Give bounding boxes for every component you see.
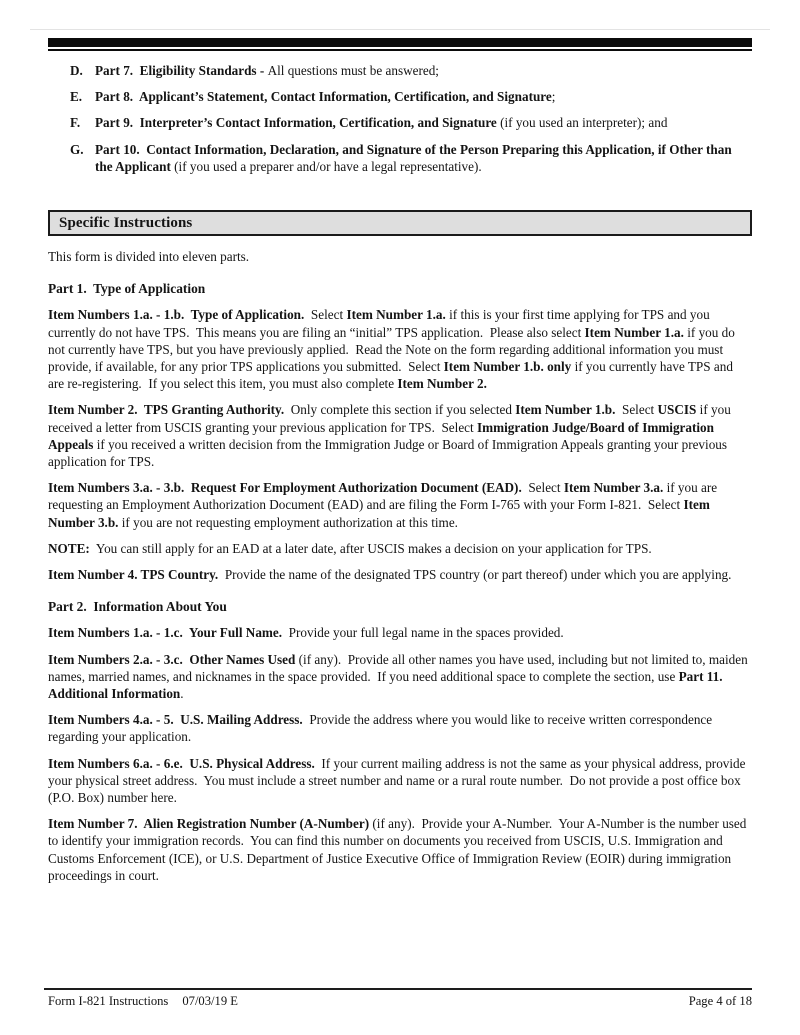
bold-text-run: USCIS — [657, 402, 697, 418]
text-run: All questions must be answered; — [267, 63, 439, 78]
text-run: if this is your first time applying for TPS and you currently do not have TPS. This means you are filing an “initial” TPS application. Please also select — [48, 307, 713, 340]
bold-text-run: Part 11. Additional Information — [48, 668, 726, 702]
text-run: Provide your full legal name in the spaces provided. — [282, 625, 564, 641]
bold-text-run: Item Number 3.a. — [563, 480, 664, 496]
text-run: if you are requesting an Employment Authorization Document (EAD) and are filing the Form I-765 with your Form I-821. Select — [48, 480, 721, 513]
outline-item-text — [95, 142, 735, 174]
instruction-paragraph — [48, 306, 752, 392]
footer-page-indicator: Page 4 of 18 — [688, 994, 752, 1008]
text-run: ; — [551, 89, 556, 105]
bold-text-run: Item Number 1.a. — [584, 324, 684, 340]
outline-item-letter: F. — [70, 115, 81, 131]
outline-item-g — [48, 141, 740, 175]
bold-text-run: Item Number 1.b. only — [443, 359, 572, 375]
bold-text-run: Part 7. Eligibility Standards - — [95, 63, 268, 78]
text-run: Provide the name of the designated TPS country (or part thereof) under which you are applying. — [218, 567, 732, 583]
part-heading: Part 2. Information About You — [48, 599, 227, 615]
separator-thin-line — [48, 49, 752, 51]
outline-item-letter: G. — [70, 141, 84, 157]
instruction-paragraph — [48, 401, 752, 470]
text-run: Select — [615, 402, 658, 418]
section-header-box — [48, 210, 752, 236]
bold-text-run: Item Numbers 2.a. - 3.c. Other Names Used — [48, 651, 296, 667]
bold-text-run: Part 10. Contact Information, Declaration, and Signature of the Person Preparing this Application, if Other than the Applicant — [95, 141, 735, 174]
text-run: (if any). Provide all other names you have used, including but not limited to, maiden names, married names, and nicknames in the space provided. If you need additional space to complete the section, use — [48, 651, 751, 684]
bold-text-run: Item Numbers 3.a. - 3.b. Request For Employment Authorization Document (EAD). — [48, 480, 522, 496]
instruction-paragraph — [48, 755, 752, 807]
footer-rule — [44, 988, 752, 990]
text-run: if you received a written decision from the Immigration Judge or Board of Immigration Appeals granting your previous application for TPS. — [48, 436, 731, 470]
text-run: (if you used a preparer and/or have a legal representative). — [170, 158, 482, 174]
top-margin-rule — [30, 29, 770, 30]
bold-text-run: Immigration Judge/Board of Immigration Appeals — [48, 419, 717, 452]
text-run: if you currently have TPS and are re-registering. If you select this item, you must also complete — [48, 359, 737, 392]
text-run: Only complete this section if you selected — [284, 402, 516, 418]
bold-text-run: Item Number 1.a. — [346, 307, 446, 323]
footer-form-name: Form I-821 Instructions — [48, 994, 169, 1008]
outline-item-text — [95, 115, 667, 130]
bold-text-run: Part 8. Applicant’s Statement, Contact Information, Certification, and Signature — [95, 89, 552, 105]
outline-item-text — [95, 63, 439, 78]
outline-item-text — [95, 89, 555, 104]
text-run: You can still apply for an EAD at a later date, after USCIS makes a decision on your application for TPS. — [89, 540, 652, 556]
bold-text-run: Item Number 4. TPS Country. — [48, 567, 219, 583]
separator-thick-line — [48, 38, 752, 47]
instruction-paragraph — [48, 540, 752, 557]
text-run: if you are not requesting employment authorization at this time. — [118, 514, 458, 530]
footer-left — [48, 994, 238, 1009]
bold-text-run: Item Numbers 4.a. - 5. U.S. Mailing Address. — [48, 712, 303, 728]
intro-text: This form is divided into eleven parts. — [48, 249, 250, 264]
outline-item-e — [48, 88, 740, 105]
part-heading: Part 1. Type of Application — [48, 281, 206, 297]
bold-text-run: Part 9. Interpreter’s Contact Information, Certification, and Signature — [95, 115, 497, 131]
text-run: Select — [521, 480, 564, 496]
instructions-body — [48, 236, 752, 884]
instruction-paragraph — [48, 566, 752, 583]
bold-text-run: Item Number 2. TPS Granting Authority. — [48, 402, 285, 418]
text-run: if you received a letter from USCIS granting your previous application for TPS. Select — [48, 402, 735, 435]
instruction-paragraph — [48, 711, 752, 745]
page-footer — [48, 994, 752, 1009]
outline-item-letter: D. — [70, 63, 83, 78]
outline-list — [48, 62, 740, 184]
bold-text-run: Item Numbers 1.a. - 1.c. Your Full Name. — [48, 625, 283, 641]
bold-text-run: Item Number 2. — [397, 376, 487, 392]
instruction-paragraph — [48, 815, 752, 884]
text-run: if you do not currently have TPS, but you have previously applied. Read the Note on the form regarding additional information you must provide, if available, for any prior TPS applications you submitted. Select — [48, 324, 739, 375]
footer-edition: 07/03/19 E — [182, 994, 238, 1008]
instruction-paragraph — [48, 651, 752, 703]
bold-text-run: NOTE: — [48, 540, 90, 556]
instruction-paragraph — [48, 479, 752, 531]
bold-text-run: Item Number 3.b. — [48, 497, 714, 530]
text-run: (if you used an interpreter); and — [496, 115, 668, 131]
text-run: Provide the address where you would like to receive written correspondence regarding your application. — [48, 712, 716, 745]
text-run: . — [180, 686, 184, 702]
bold-text-run: Item Number 7. Alien Registration Number (A-Number) — [48, 816, 370, 832]
text-run: Select — [304, 307, 347, 323]
text-run: If your current mailing address is not the same as your physical address, provide your physical street address. You must include a street number and name or a rural route number. Do not provide a post office box (P.O. Box) number here. — [48, 755, 749, 806]
section-header-title: Specific Instructions — [59, 214, 193, 231]
instruction-paragraph — [48, 624, 752, 641]
header-separator-bar — [48, 38, 752, 51]
bold-text-run: Item Numbers 6.a. - 6.e. U.S. Physical Address. — [48, 755, 315, 771]
outline-item-d — [48, 62, 740, 79]
outline-item-letter: E. — [70, 89, 83, 105]
bold-text-run: Item Number 1.b. — [515, 402, 616, 418]
bold-text-run: Item Numbers 1.a. - 1.b. Type of Application. — [48, 307, 305, 323]
text-run: (if any). Provide your A-Number. Your A-Number is the number used to identify your immigration records. You can find this number on documents you received from USCIS, U.S. Immigration and Customs Enforcement (ICE), or U.S. Department of Justice Executive Office of Immigration Review (EOIR) during immigration proceedings in court. — [48, 816, 750, 883]
outline-item-f — [48, 114, 740, 131]
